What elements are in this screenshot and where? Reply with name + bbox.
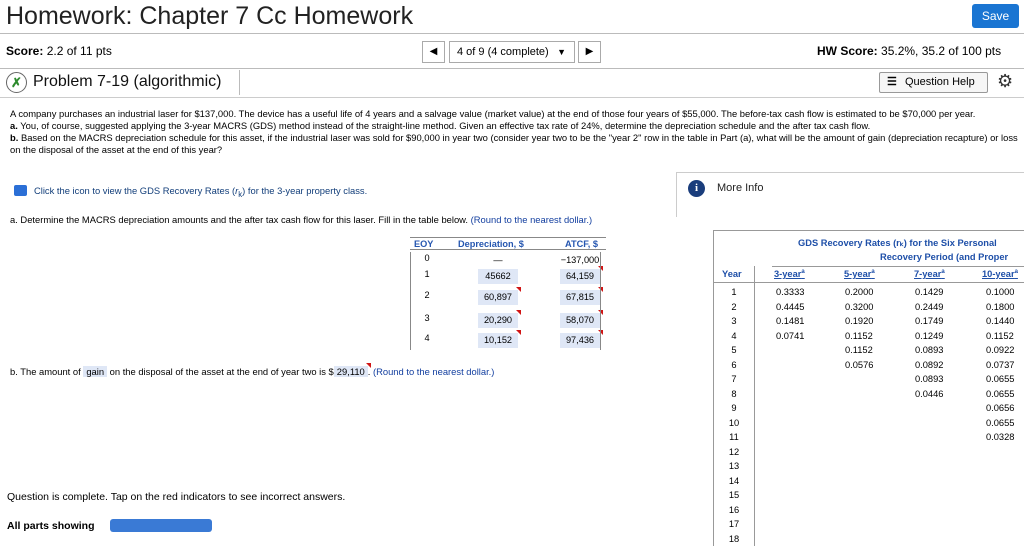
- column-header: EOY: [414, 239, 434, 249]
- divider: [0, 68, 1024, 69]
- more-info-title: More Info: [717, 182, 764, 194]
- gain-input[interactable]: 29,110: [334, 366, 368, 377]
- rate-cell: 0.0655: [986, 417, 1015, 428]
- question-paragraph: b. Based on the MACRS depreciation schedule for this asset, if the industrial laser was sold for $90,000 in year two (consider year two to be the "year 2" row in the table in Part (a), what will be the amount of gain (depreciation recapture) or loss on the disposal of the asset at the end of this year?: [10, 132, 1018, 155]
- score-label: Score:: [6, 44, 44, 58]
- question-help-button[interactable]: [879, 72, 988, 93]
- atcf-input[interactable]: 58,070: [560, 313, 600, 328]
- rate-cell: 0.0446: [915, 388, 944, 399]
- rate-cell: 0.0655: [986, 374, 1015, 384]
- book-icon[interactable]: [14, 185, 27, 196]
- rate-cell: 0.1481: [776, 316, 805, 326]
- rate-cell: 0.1920: [845, 316, 874, 326]
- question-help-label: Question Help: [905, 76, 975, 88]
- depreciation-input[interactable]: 45662: [478, 269, 518, 284]
- footnote-marker: a: [1014, 269, 1018, 275]
- column-header: 5-year$^a$: [844, 269, 875, 280]
- score-value: 2.2 of 11 pts: [46, 44, 112, 58]
- rate-cell: 0.0893: [915, 374, 944, 384]
- chevron-down-icon: ▼: [557, 47, 566, 57]
- depreciation-input[interactable]: 60,897: [478, 290, 518, 305]
- rate-cell: 0.2449: [915, 301, 944, 312]
- divider: [239, 70, 240, 95]
- table-row: 1 45662 64,159: [410, 269, 606, 291]
- divider: [772, 266, 1024, 267]
- hw-score: [817, 44, 1001, 58]
- year-cell: 12: [728, 446, 740, 457]
- more-info-panel: [676, 172, 1024, 217]
- problem-title: Problem 7-19 (algorithmic): [33, 73, 222, 90]
- year-cell: 1: [731, 287, 737, 297]
- rate-cell: 0.0576: [845, 359, 874, 370]
- rate-cell: 0.0656: [986, 403, 1015, 413]
- rate-cell: 0.2000: [845, 287, 874, 297]
- rate-cell: 0.0893: [915, 345, 944, 355]
- year-cell: 14: [728, 475, 740, 486]
- rate-cell: 0.0655: [986, 388, 1015, 399]
- gds-table-title: GDS Recovery Rates (rₖ) for the Six Personal: [798, 238, 997, 248]
- incorrect-flag-icon[interactable]: [516, 287, 521, 292]
- part-b-answer: b. The amount of gain on the disposal of the asset at the end of year two is $ 29,110 . (Round to the nearest dollar.): [10, 366, 494, 377]
- rate-cell: 0.1429: [915, 287, 944, 297]
- page-title: Homework: Chapter 7 Cc Homework: [6, 2, 414, 30]
- gds-rates-table: [713, 230, 1024, 546]
- rate-cell: 0.1249: [915, 330, 944, 341]
- rate-cell: 0.0737: [986, 359, 1015, 370]
- year-cell: 3: [731, 316, 737, 326]
- question-paragraph: a. You, of course, suggested applying the 3-year MACRS (GDS) method instead of the straight-line method. Given an effective tax rate of 24%, determine the depreciation schedule and the after tax cash flow.: [10, 120, 871, 131]
- gain-loss-select[interactable]: gain: [83, 366, 107, 377]
- table-border: [410, 252, 411, 350]
- rate-cell: 0.4445: [776, 301, 805, 312]
- rate-cell: 0.3200: [845, 301, 874, 312]
- previous-question-button[interactable]: ◀: [422, 41, 445, 63]
- year-cell: 15: [728, 490, 740, 500]
- table-row: 3 20,290 58,070: [410, 313, 606, 335]
- year-cell: 9: [731, 403, 737, 413]
- incorrect-flag-icon[interactable]: [366, 363, 371, 368]
- year-cell: 6: [731, 359, 737, 370]
- year-cell: 4: [731, 330, 737, 341]
- atcf-input[interactable]: 67,815: [560, 290, 600, 305]
- rate-cell: 0.0741: [776, 330, 805, 341]
- incorrect-flag-icon[interactable]: [516, 330, 521, 335]
- divider: [0, 33, 1024, 34]
- hw-score-value: 35.2%, 35.2 of 100 pts: [881, 44, 1002, 58]
- column-header: 10-year$^a$: [982, 269, 1018, 280]
- rate-cell: 0.3333: [776, 287, 805, 297]
- year-cell: 16: [728, 504, 740, 515]
- divider: [0, 97, 1024, 98]
- rate-cell: 0.1152: [845, 330, 873, 341]
- progress-bar: [110, 519, 212, 532]
- completion-message: Question is complete. Tap on the red indicators to see incorrect answers.: [7, 491, 346, 503]
- depreciation-input[interactable]: 20,290: [478, 313, 518, 328]
- question-selector[interactable]: [449, 41, 575, 63]
- year-cell: 17: [728, 519, 740, 529]
- question-selector-label: 4 of 9 (4 complete): [457, 46, 549, 58]
- partial-credit-icon: ✗: [6, 72, 27, 93]
- table-row: 2 60,897 67,815: [410, 290, 606, 312]
- info-icon: i: [688, 180, 705, 197]
- rate-cell: 0.0892: [915, 359, 944, 370]
- rate-cell: 0.1152: [845, 345, 873, 355]
- column-header: Depreciation, $: [458, 239, 524, 249]
- divider: [714, 282, 1024, 283]
- incorrect-flag-icon[interactable]: [516, 310, 521, 315]
- year-cell: 18: [728, 533, 740, 544]
- footnote-marker: a: [871, 269, 875, 275]
- column-header: 7-year$^a$: [914, 269, 945, 280]
- save-button[interactable]: Save: [972, 4, 1019, 28]
- gds-table-subtitle: Recovery Period (and Proper: [880, 252, 1009, 262]
- question-paragraph: A company purchases an industrial laser for $137,000. The device has a useful life of 4 years and a salvage value (market value) at the end of those four years of $55,000. The before-tax cash flow is estimated to be $70,000 per year.: [10, 108, 976, 119]
- part-a-instructions: a. Determine the MACRS depreciation amounts and the after tax cash flow for this laser. Fill in the table below. (Round to the nearest dollar.): [10, 214, 593, 225]
- all-parts-label: All parts showing: [7, 520, 95, 532]
- year-cell: 7: [731, 374, 737, 384]
- table-row: 4 10,152 97,436: [410, 333, 606, 355]
- table-border: [600, 252, 601, 350]
- gds-rates-link[interactable]: Click the icon to view the GDS Recovery Rates $(r_k)$ for the 3-year property class.: [14, 185, 367, 199]
- atcf-input[interactable]: 97,436: [560, 333, 600, 348]
- rate-cell: 0.1800: [986, 301, 1015, 312]
- hw-score-label: HW Score:: [817, 44, 878, 58]
- table-header: [410, 237, 606, 250]
- year-cell: 5: [731, 345, 737, 355]
- table-row: 0 — −137,000: [424, 253, 600, 265]
- question-text: [10, 108, 1018, 156]
- rate-cell: 0.1000: [986, 287, 1015, 297]
- year-cell: 2: [731, 301, 737, 312]
- divider: [754, 266, 755, 546]
- year-cell: 10: [728, 417, 740, 428]
- atcf-input[interactable]: 64,159: [560, 269, 600, 284]
- year-cell: 13: [728, 461, 740, 471]
- rate-cell: 0.0328: [986, 432, 1015, 442]
- rate-cell: 0.1749: [915, 316, 944, 326]
- gear-icon[interactable]: ⚙: [997, 71, 1014, 91]
- year-cell: 11: [729, 432, 739, 442]
- footnote-marker: a: [941, 269, 945, 275]
- footnote-marker: a: [801, 269, 805, 275]
- next-question-button[interactable]: ▶: [578, 41, 601, 63]
- list-icon: ☰: [887, 76, 897, 88]
- column-header: ATCF, $: [565, 239, 599, 249]
- rate-cell: 0.0922: [986, 345, 1015, 355]
- rate-cell: 0.1440: [986, 316, 1015, 326]
- column-header: 3-year$^a$: [774, 269, 805, 280]
- year-cell: 8: [731, 388, 737, 399]
- score: [6, 44, 112, 58]
- year-header: Year: [722, 269, 742, 279]
- rate-cell: 0.1152: [986, 330, 1014, 341]
- depreciation-input[interactable]: 10,152: [478, 333, 518, 348]
